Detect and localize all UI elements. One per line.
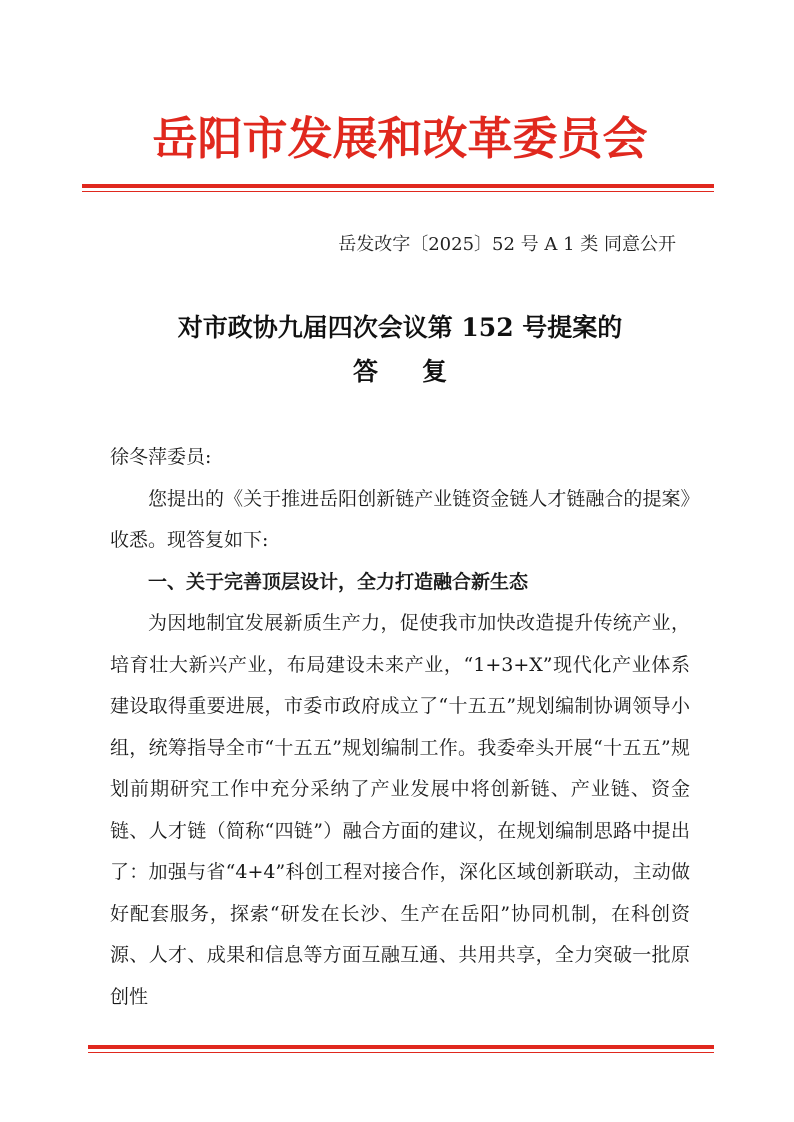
salutation: 徐冬萍委员: [110,446,212,468]
document-body [110,437,690,1018]
section-paragraph: 为因地制宜发展新质生产力，促使我市加快改造提升传统产业，培育壮大新兴产业，布局建设未来产业，“1+3+X”现代化产业体系建设取得重要进展，市委市政府成立了“十五五”规划编制协调领导小组，统筹指导全市“十五五”规划编制工作。我委牵头开展“十五五”规划前期研究工作中充分采纳了产业发展中将创新链、产业链、资金链、人才链（简称“四链”）融合方面的建议，在规划编制思路中提出了：加强与省“4+4”科创工程对接合作，深化区域创新联动，主动做好配套服务，探索“研发在长沙、生产在岳阳”协同机制，在科创资源、人才、成果和信息等方面互融互通、共用共享，全力突破一批原创性 [110,612,690,1008]
intro-paragraph: 您提出的《关于推进岳阳创新链产业链资金链人才链融合的提案》收悉。现答复如下: [110,487,690,551]
document-subtitle: 答复 [352,357,491,386]
header-red-rule-thick [82,184,714,188]
document-number: 岳发改字〔2025〕52 号 A 1 类 同意公开 [338,234,676,255]
document-title: 对市政协九届四次会议第 152 号提案的 [177,313,623,342]
footer-red-rule-thin [88,1052,714,1053]
org-header-title: 岳阳市发展和改革委员会 [152,112,648,165]
header-red-rule-thin [82,191,714,192]
footer-red-rule-thick [88,1045,714,1049]
section-heading: 一、关于完善顶层设计，全力打造融合新生态 [148,570,529,593]
